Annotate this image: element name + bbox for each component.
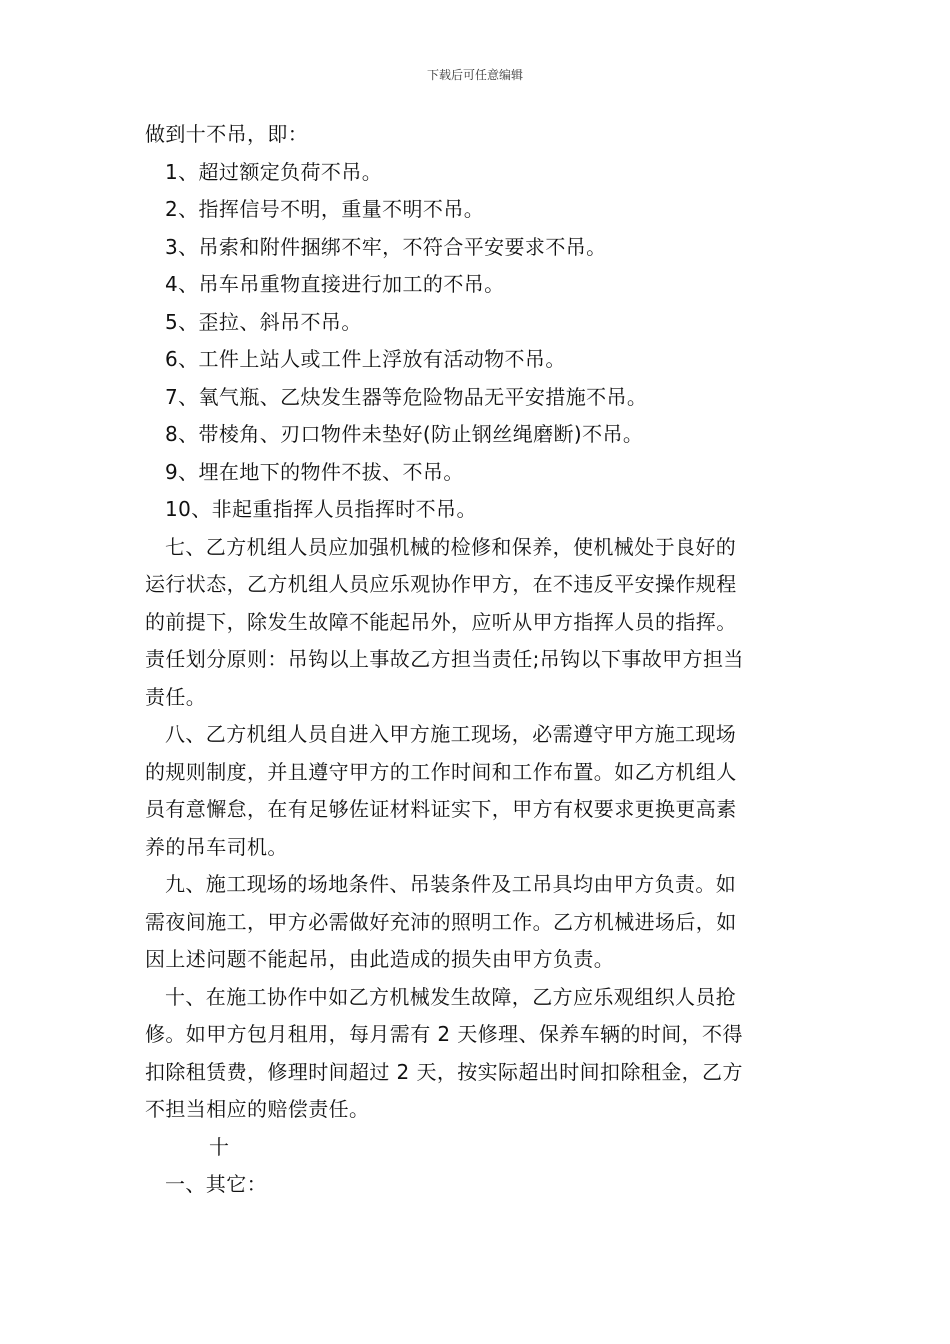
text-line: 养的吊车司机。 (145, 834, 288, 859)
text-line: 修。如甲方包月租用，每月需有 2 天修理、保养车辆的时间，不得 (145, 1022, 743, 1046)
text-line: 因上述问题不能起吊，由此造成的损失由甲方负责。 (145, 947, 615, 971)
text-line: 不担当相应的赔偿责任。 (145, 1097, 370, 1121)
text-line: 3、吊索和附件捆绑不牢，不符合平安要求不吊。 (165, 234, 607, 259)
text-line: 运行状态，乙方机组人员应乐观协作甲方，在不违反平安操作规程 (145, 572, 737, 596)
text-line: 2、指挥信号不明，重量不明不吊。 (165, 197, 485, 221)
text-line: 的规则制度，并且遵守甲方的工作时间和工作布置。如乙方机组人 (145, 759, 737, 784)
text-line: 需夜间施工，甲方必需做好充沛的照明工作。乙方机械进场后，如 (145, 909, 737, 934)
text-line: 责任。 (145, 684, 207, 709)
text-line: 做到十不吊，即： (145, 122, 309, 146)
text-line: 9、埋在地下的物件不拔、不吊。 (165, 459, 464, 484)
text-line: 七、乙方机组人员应加强机械的检修和保养，使机械处于良好的 (165, 534, 737, 559)
text-line: 责任划分原则：吊钩以上事故乙方担当责任;吊钩以下事故甲方担当 (145, 647, 744, 671)
text-line: 的前提下，除发生故障不能起吊外，应听从甲方指挥人员的指挥。 (145, 609, 737, 634)
text-line: 6、工件上站人或工件上浮放有活动物不吊。 (165, 347, 566, 371)
text-line: 4、吊车吊重物直接进行加工的不吊。 (165, 272, 505, 296)
text-line: 10、非起重指挥人员指挥时不吊。 (165, 497, 477, 521)
text-line: 八、乙方机组人员自进入甲方施工现场，必需遵守甲方施工现场 (165, 722, 737, 746)
text-line: 扣除租赁费，修理时间超过 2 天，按实际超出时间扣除租金，乙方 (145, 1059, 743, 1084)
text-line: 十 (209, 1134, 230, 1159)
document-body (145, 116, 815, 1204)
text-line: 7、氧气瓶、乙炔发生器等危险物品无平安措施不吊。 (165, 384, 648, 409)
page-header: 下载后可任意编辑 (426, 68, 523, 82)
text-line: 九、施工现场的场地条件、吊装条件及工吊具均由甲方负责。如 (165, 872, 737, 896)
text-line: 员有意懈怠，在有足够佐证材料证实下，甲方有权要求更换更高素 (145, 797, 737, 821)
text-line: 1、超过额定负荷不吊。 (165, 159, 383, 184)
text-line: 十、在施工协作中如乙方机械发生故障，乙方应乐观组织人员抢 (165, 984, 737, 1009)
text-line: 8、带棱角、刃口物件未垫好(防止钢丝绳磨断)不吊。 (165, 422, 644, 446)
text-line: 5、歪拉、斜吊不吊。 (165, 309, 362, 334)
text-line: 一、其它： (165, 1172, 267, 1196)
